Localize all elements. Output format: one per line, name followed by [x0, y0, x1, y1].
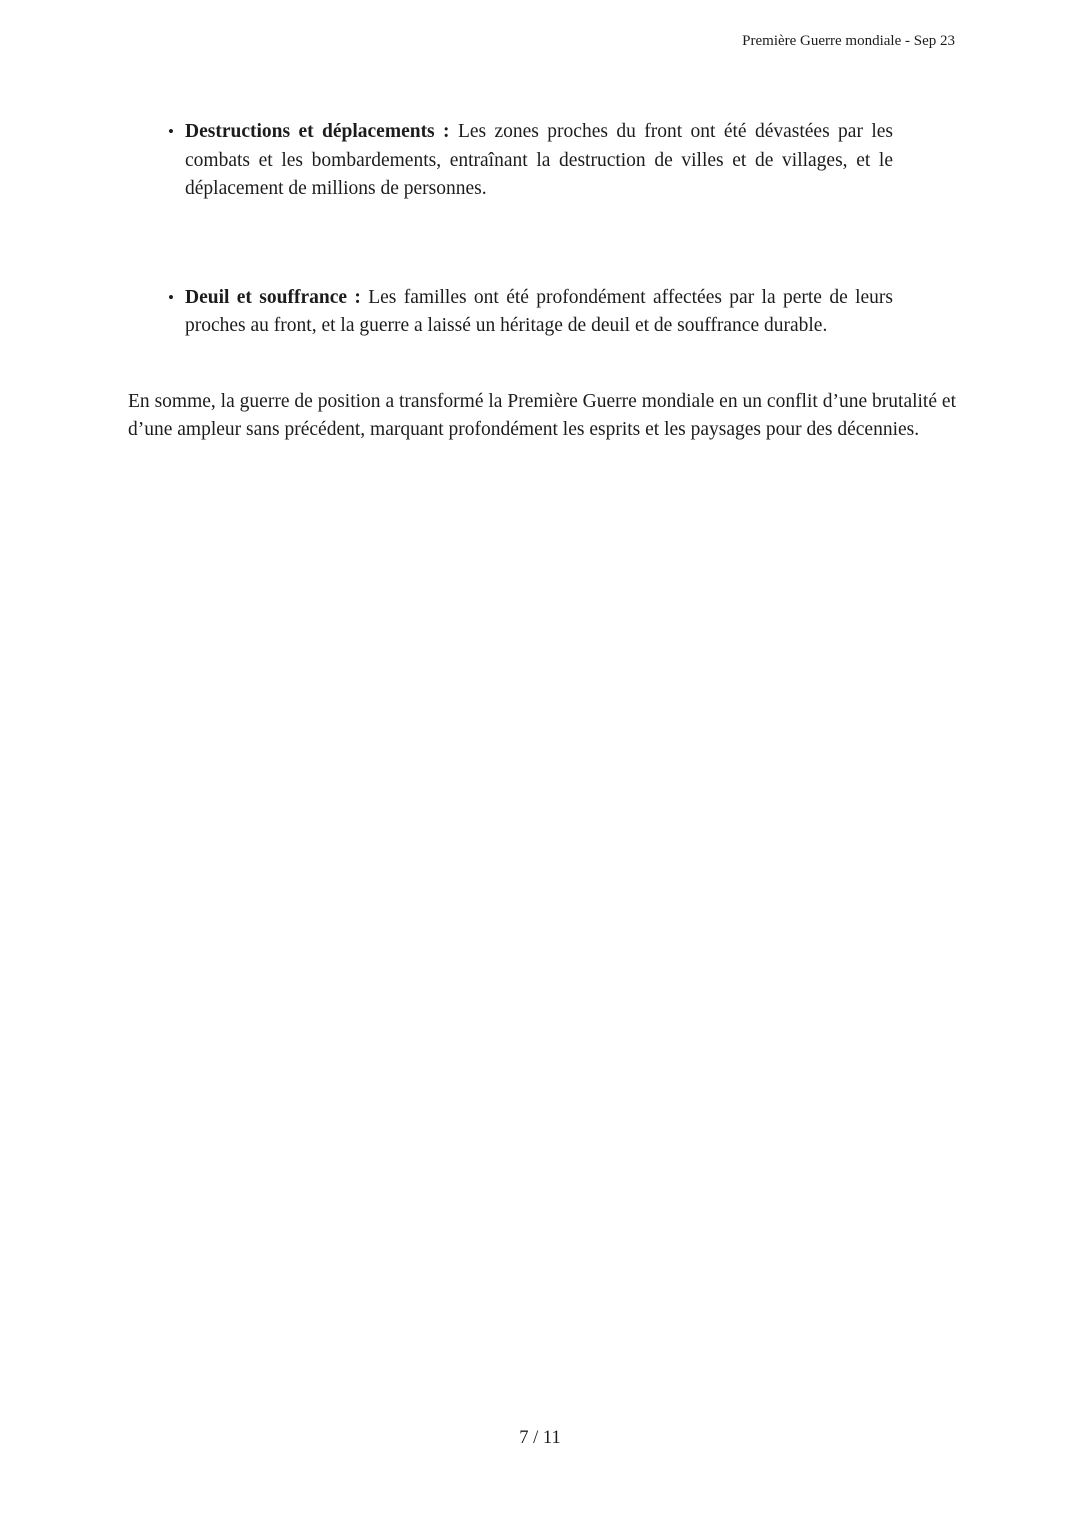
- bullet-icon: •: [168, 287, 174, 307]
- page-content: [128, 118, 956, 445]
- list-item-label: Destructions et déplacements :: [185, 121, 450, 142]
- bullet-icon: •: [168, 122, 174, 141]
- list-item: [128, 284, 893, 341]
- bullet-list: [128, 118, 893, 341]
- list-item-text: Les familles ont été profondément affectées par la perte de leurs proches au front, et la guerre a laissé un héritage de deuil et de souffrance durable.: [185, 286, 893, 336]
- list-item-label: Deuil et souffrance :: [185, 286, 361, 308]
- page-header-title: Première Guerre mondiale - Sep 23: [742, 33, 955, 49]
- list-item-text: Les zones proches du front ont été dévastées par les combats et les bombardements, entraînant la destruction de villes et de villages, et le déplacement de millions de personnes.: [185, 121, 894, 199]
- closing-paragraph: En somme, la guerre de position a transformé la Première Guerre mondiale en un conflit d’une brutalité et d’une ampleur sans précédent, marquant profondément les esprits et les paysages pour des décennies.: [128, 390, 956, 440]
- list-item: [128, 118, 893, 204]
- page-number: 7 / 11: [519, 1428, 561, 1448]
